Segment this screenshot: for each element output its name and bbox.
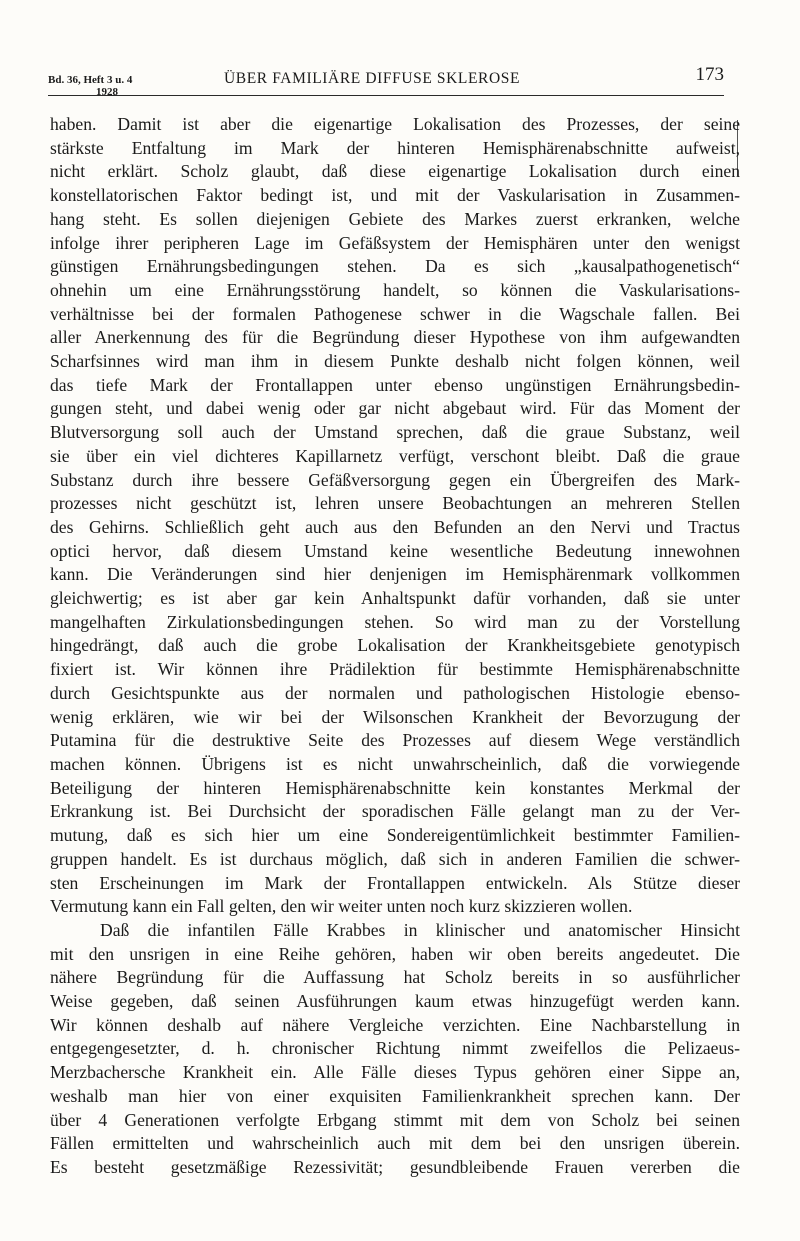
text-line: Merzbachersche Krankheit ein. Alle Fälle dieses Typus gehören einer Sippe an, xyxy=(50,1062,740,1083)
text-line: gleichwertig; es ist aber gar kein Anhaltspunkt dafür vorhanden, daß sie unter xyxy=(50,588,740,609)
text-line: Weise gegeben, daß seinen Ausführungen kaum etwas hinzugefügt werden kann. xyxy=(50,991,740,1012)
running-title: ÜBER FAMILIÄRE DIFFUSE SKLEROSE xyxy=(224,70,521,87)
text-line: weshalb man hier von einer exquisiten Familienkrankheit sprechen kann. Der xyxy=(50,1085,740,1106)
text-line: Wir können deshalb auf nähere Vergleiche verzichten. Eine Nachbarstellung in xyxy=(50,1014,740,1035)
text-line: Vermutung kann ein Fall gelten, den wir weiter unten noch kurz skizzieren wollen. xyxy=(50,896,633,917)
text-line: mit den unsrigen in eine Reihe gehören, haben wir oben bereits angedeutet. Die xyxy=(50,943,740,964)
text-line: Substanz durch ihre bessere Gefäßversorgung gegen ein Übergreifen des Mark- xyxy=(50,469,740,490)
text-line: ohnehin um eine Ernährungsstörung handelt, so können die Vaskularisations- xyxy=(50,279,740,300)
running-header xyxy=(48,66,724,96)
text-line: stärkste Entfaltung im Mark der hinteren Hemisphärenabschnitte aufweist, xyxy=(50,137,740,158)
text-line: fixiert ist. Wir können ihre Prädilektion für bestimmte Hemisphärenabschnitte xyxy=(50,659,740,680)
text-line: sie über ein viel dichteres Kapillarnetz verfügt, verschont bleibt. Daß die graue xyxy=(50,445,740,466)
text-line: durch Gesichtspunkte aus der normalen und pathologischen Histologie ebenso- xyxy=(50,682,740,703)
header-rule xyxy=(48,95,724,96)
text-line: entgegengesetzter, d. h. chronischer Richtung nimmt zweifellos die Pelizaeus- xyxy=(50,1038,740,1059)
text-line: mangelhaften Zirkulationsbedingungen stehen. So wird man zu der Vorstellung xyxy=(50,611,740,632)
text-line: Scharfsinnes wird man ihm in diesem Punkte deshalb nicht folgen können, weil xyxy=(50,351,740,372)
text-line: Es besteht gesetzmäßige Rezessivität; gesundbleibende Frauen vererben die xyxy=(50,1156,740,1177)
text-line: verhältnisse bei der formalen Pathogenese schwer in die Wagschale fallen. Bei xyxy=(50,303,740,324)
text-line: das tiefe Mark der Frontallappen unter ebenso ungünstigen Ernährungsbedin- xyxy=(50,374,740,395)
text-line: wenig erklären, wie wir bei der Wilsonschen Krankheit der Bevorzugung der xyxy=(50,706,740,727)
volume-label: Bd. 36, Heft 3 u. 4 xyxy=(48,74,133,86)
year-label: 1928 xyxy=(96,86,118,98)
text-line: hingedrängt, daß auch die grobe Lokalisation der Krankheitsgebiete genotypisch xyxy=(50,635,740,656)
text-line: prozesses nicht geschützt ist, lehren unsere Beobachtungen an mehreren Stellen xyxy=(50,493,740,514)
text-line: gruppen handelt. Es ist durchaus möglich, daß sich in anderen Familien die schwer- xyxy=(50,848,740,869)
text-line: konstellatorischen Faktor bedingt ist, und mit der Vaskularisation in Zusammen- xyxy=(50,185,740,206)
text-line: über 4 Generationen verfolgte Erbgang stimmt mit dem von Scholz bei seinen xyxy=(50,1109,740,1130)
text-line: Blutversorgung soll auch der Umstand sprechen, daß die graue Substanz, weil xyxy=(50,422,740,443)
text-line: nähere Begründung für die Auffassung hat Scholz bereits in so ausführlicher xyxy=(50,967,740,988)
text-line: Fällen ermittelten und wahrscheinlich auch mit dem bei den unsrigen überein. xyxy=(50,1133,740,1154)
text-line: Daß die infantilen Fälle Krabbes in klinischer und anatomischer Hinsicht xyxy=(100,919,740,940)
text-line: Erkrankung ist. Bei Durchsicht der sporadischen Fälle gelangt man zu der Ver- xyxy=(50,801,740,822)
text-line: mutung, daß es sich hier um eine Sondereigentümlichkeit bestimmter Familien- xyxy=(50,825,740,846)
text-line: aller Anerkennung des für die Begründung dieser Hypothese von ihm aufgewandten xyxy=(50,327,740,348)
text-line: nicht erklärt. Scholz glaubt, daß diese eigenartige Lokalisation durch einen xyxy=(50,161,740,182)
text-line: günstigen Ernährungsbedingungen stehen. Da es sich „kausalpathogenetisch“ xyxy=(50,256,740,277)
text-line: des Gehirns. Schließlich geht auch aus den Befunden an den Nervi und Tractus xyxy=(50,516,740,537)
page-number: 173 xyxy=(695,64,724,85)
text-line: optici hervor, daß diesem Umstand keine wesentliche Bedeutung innewohnen xyxy=(50,540,740,561)
text-line: sten Erscheinungen im Mark der Frontallappen entwickeln. Als Stütze dieser xyxy=(50,872,740,893)
text-line: infolge ihrer peripheren Lage im Gefäßsystem der Hemisphären unter den wenigst xyxy=(50,232,740,253)
text-line: kann. Die Veränderungen sind hier denjenigen im Hemisphärenmark vollkommen xyxy=(50,564,740,585)
text-line: haben. Damit ist aber die eigenartige Lokalisation des Prozesses, der seine xyxy=(50,114,740,134)
text-line: hang steht. Es sollen diejenigen Gebiete des Markes zuerst erkranken, welche xyxy=(50,208,740,229)
body-text xyxy=(50,113,740,1180)
text-line: gungen steht, und dabei wenig oder gar nicht abgebaut wird. Für das Moment der xyxy=(50,398,740,419)
text-line: machen können. Übrigens ist es nicht unwahrscheinlich, daß die vorwiegende xyxy=(50,753,740,774)
text-line: Beteiligung der hinteren Hemisphärenabschnitte kein konstantes Merkmal der xyxy=(50,777,740,798)
text-line: Putamina für die destruktive Seite des Prozesses auf diesem Wege verständlich xyxy=(50,730,740,751)
